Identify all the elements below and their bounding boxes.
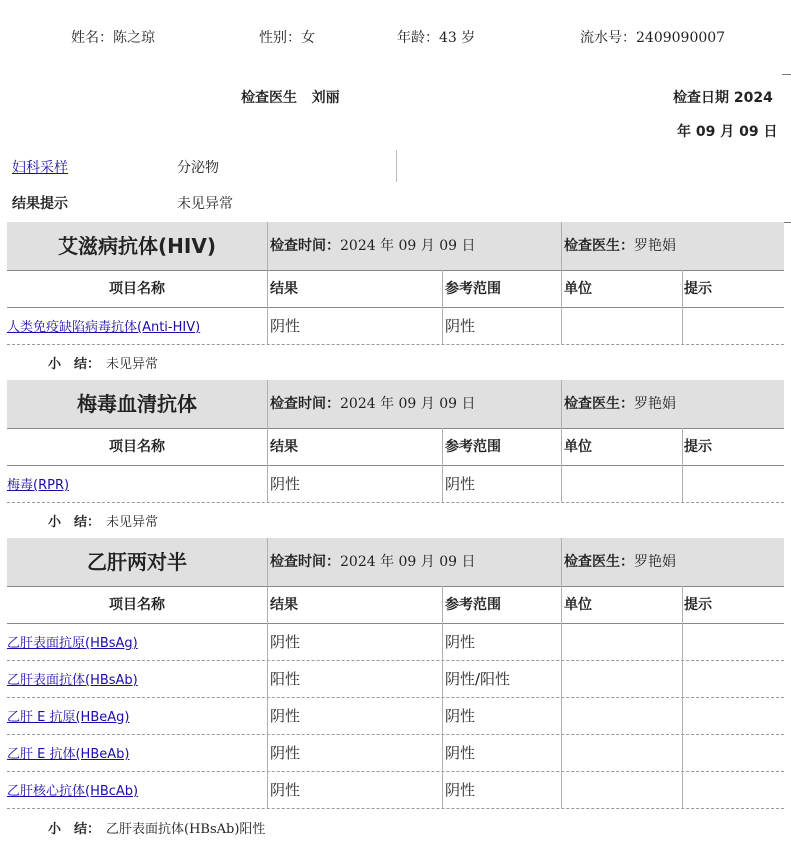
col-separator bbox=[267, 538, 268, 808]
col-result: 结果 bbox=[270, 439, 298, 455]
summary-value: 未见异常 bbox=[106, 357, 159, 372]
summary-label: 小 结： bbox=[48, 357, 101, 372]
section-title: 梅毒血清抗体 bbox=[77, 392, 197, 416]
serial-value: 2409090007 bbox=[636, 30, 726, 46]
col-separator bbox=[682, 428, 683, 502]
serial-label: 流水号： bbox=[580, 30, 636, 46]
col-separator bbox=[267, 380, 268, 502]
exam-date bbox=[673, 87, 773, 107]
col-result: 结果 bbox=[270, 597, 298, 613]
gyn-result-value: 未见异常 bbox=[177, 196, 233, 212]
summary-value: 未见异常 bbox=[106, 515, 159, 530]
item-link[interactable]: 乙肝 E 抗体(HBeAb) bbox=[7, 747, 130, 762]
col-hint: 提示 bbox=[684, 439, 712, 455]
summary-value: 乙肝表面抗体(HBsAb)阳性 bbox=[106, 822, 266, 837]
gyn-sample-value: 分泌物 bbox=[177, 160, 219, 176]
section-summary bbox=[48, 818, 265, 837]
exam-doctor-label: 检查医生 bbox=[241, 90, 297, 106]
section-syphilis bbox=[7, 380, 784, 503]
section-doctor bbox=[564, 380, 676, 428]
section-exam-time bbox=[270, 222, 476, 270]
table-row bbox=[7, 661, 784, 698]
result-cell: 阴性 bbox=[270, 633, 301, 651]
gender-label: 性别： bbox=[259, 30, 301, 46]
col-separator bbox=[682, 586, 683, 808]
range-cell: 阴性 bbox=[445, 707, 476, 725]
col-hint: 提示 bbox=[684, 597, 712, 613]
item-link[interactable]: 乙肝表面抗体(HBsAb) bbox=[7, 673, 138, 688]
time-value: 2024 年 09 月 09 日 bbox=[340, 396, 476, 412]
col-name: 项目名称 bbox=[109, 597, 165, 613]
time-label: 检查时间： bbox=[270, 396, 340, 412]
result-cell: 阴性 bbox=[270, 744, 301, 762]
range-cell: 阴性 bbox=[445, 317, 476, 335]
table-row bbox=[7, 466, 784, 503]
exam-date-year: 2024 bbox=[733, 90, 773, 106]
table-row bbox=[7, 698, 784, 735]
range-cell: 阴性 bbox=[445, 633, 476, 651]
col-separator bbox=[561, 222, 562, 344]
result-cell: 阴性 bbox=[270, 475, 301, 493]
item-link[interactable]: 乙肝表面抗原(HBsAg) bbox=[7, 636, 138, 651]
range-cell: 阴性/阳性 bbox=[445, 670, 511, 688]
item-link[interactable]: 乙肝 E 抗原(HBeAg) bbox=[7, 710, 130, 725]
name-label: 姓名： bbox=[71, 30, 113, 46]
table-row bbox=[7, 624, 784, 661]
time-label: 检查时间： bbox=[270, 238, 340, 254]
doctor-label: 检查医生： bbox=[564, 554, 634, 570]
doctor-value: 罗艳娟 bbox=[634, 554, 676, 570]
result-cell: 阴性 bbox=[270, 707, 301, 725]
section-header bbox=[7, 222, 784, 271]
col-separator bbox=[442, 270, 443, 344]
col-name: 项目名称 bbox=[109, 281, 165, 297]
patient-gender bbox=[259, 27, 315, 47]
col-result: 结果 bbox=[270, 281, 298, 297]
name-value: 陈之琼 bbox=[113, 30, 155, 46]
time-value: 2024 年 09 月 09 日 bbox=[340, 238, 476, 254]
result-cell: 阴性 bbox=[270, 781, 301, 799]
time-value: 2024 年 09 月 09 日 bbox=[340, 554, 476, 570]
range-cell: 阴性 bbox=[445, 744, 476, 762]
summary-label: 小 结： bbox=[48, 515, 101, 530]
col-range: 参考范围 bbox=[445, 597, 501, 613]
section-title: 乙肝两对半 bbox=[87, 550, 187, 574]
result-cell: 阴性 bbox=[270, 317, 301, 335]
range-cell: 阴性 bbox=[445, 475, 476, 493]
exam-doctor bbox=[241, 87, 340, 107]
section-summary bbox=[48, 353, 158, 372]
col-unit: 单位 bbox=[564, 281, 592, 297]
section-hiv bbox=[7, 222, 784, 345]
gyn-sample-link[interactable]: 妇科采样 bbox=[12, 160, 68, 176]
range-cell: 阴性 bbox=[445, 781, 476, 799]
serial-number bbox=[580, 27, 725, 47]
col-separator bbox=[442, 428, 443, 502]
col-separator bbox=[442, 586, 443, 808]
item-link[interactable]: 人类免疫缺陷病毒抗体(Anti-HIV) bbox=[7, 320, 201, 335]
section-exam-time bbox=[270, 380, 476, 428]
gyn-divider bbox=[396, 150, 397, 182]
section-exam-time bbox=[270, 538, 476, 586]
divider-tick-top bbox=[782, 74, 791, 75]
result-cell: 阳性 bbox=[270, 670, 301, 688]
section-summary bbox=[48, 511, 158, 530]
item-link[interactable]: 乙肝核心抗体(HBcAb) bbox=[7, 784, 139, 799]
table-row bbox=[7, 735, 784, 772]
col-separator bbox=[561, 538, 562, 808]
age-value: 43 岁 bbox=[439, 30, 476, 46]
section-doctor bbox=[564, 538, 676, 586]
col-unit: 单位 bbox=[564, 439, 592, 455]
col-name: 项目名称 bbox=[109, 439, 165, 455]
gender-value: 女 bbox=[301, 30, 315, 46]
exam-date-line2: 年 09 月 09 日 bbox=[677, 124, 778, 140]
column-header-row bbox=[7, 587, 784, 624]
summary-label: 小 结： bbox=[48, 822, 101, 837]
doctor-value: 罗艳娟 bbox=[634, 238, 676, 254]
section-header bbox=[7, 538, 784, 587]
exam-date-label: 检查日期 bbox=[673, 90, 729, 106]
col-separator bbox=[561, 380, 562, 502]
section-doctor bbox=[564, 222, 676, 270]
column-header-row bbox=[7, 271, 784, 308]
item-link[interactable]: 梅毒(RPR) bbox=[7, 478, 70, 493]
col-separator bbox=[682, 270, 683, 344]
gyn-result-label: 结果提示 bbox=[12, 196, 68, 212]
col-range: 参考范围 bbox=[445, 439, 501, 455]
col-hint: 提示 bbox=[684, 281, 712, 297]
doctor-label: 检查医生： bbox=[564, 238, 634, 254]
section-title: 艾滋病抗体(HIV) bbox=[58, 234, 216, 258]
doctor-value: 罗艳娟 bbox=[634, 396, 676, 412]
doctor-label: 检查医生： bbox=[564, 396, 634, 412]
patient-name bbox=[71, 27, 155, 47]
column-header-row bbox=[7, 429, 784, 466]
table-row bbox=[7, 772, 784, 809]
section-hepatitis-b bbox=[7, 538, 784, 809]
col-separator bbox=[267, 222, 268, 344]
col-unit: 单位 bbox=[564, 597, 592, 613]
section-header bbox=[7, 380, 784, 429]
time-label: 检查时间： bbox=[270, 554, 340, 570]
col-range: 参考范围 bbox=[445, 281, 501, 297]
exam-doctor-value: 刘丽 bbox=[311, 90, 340, 106]
table-row bbox=[7, 308, 784, 345]
patient-age bbox=[397, 27, 475, 47]
age-label: 年龄： bbox=[397, 30, 439, 46]
